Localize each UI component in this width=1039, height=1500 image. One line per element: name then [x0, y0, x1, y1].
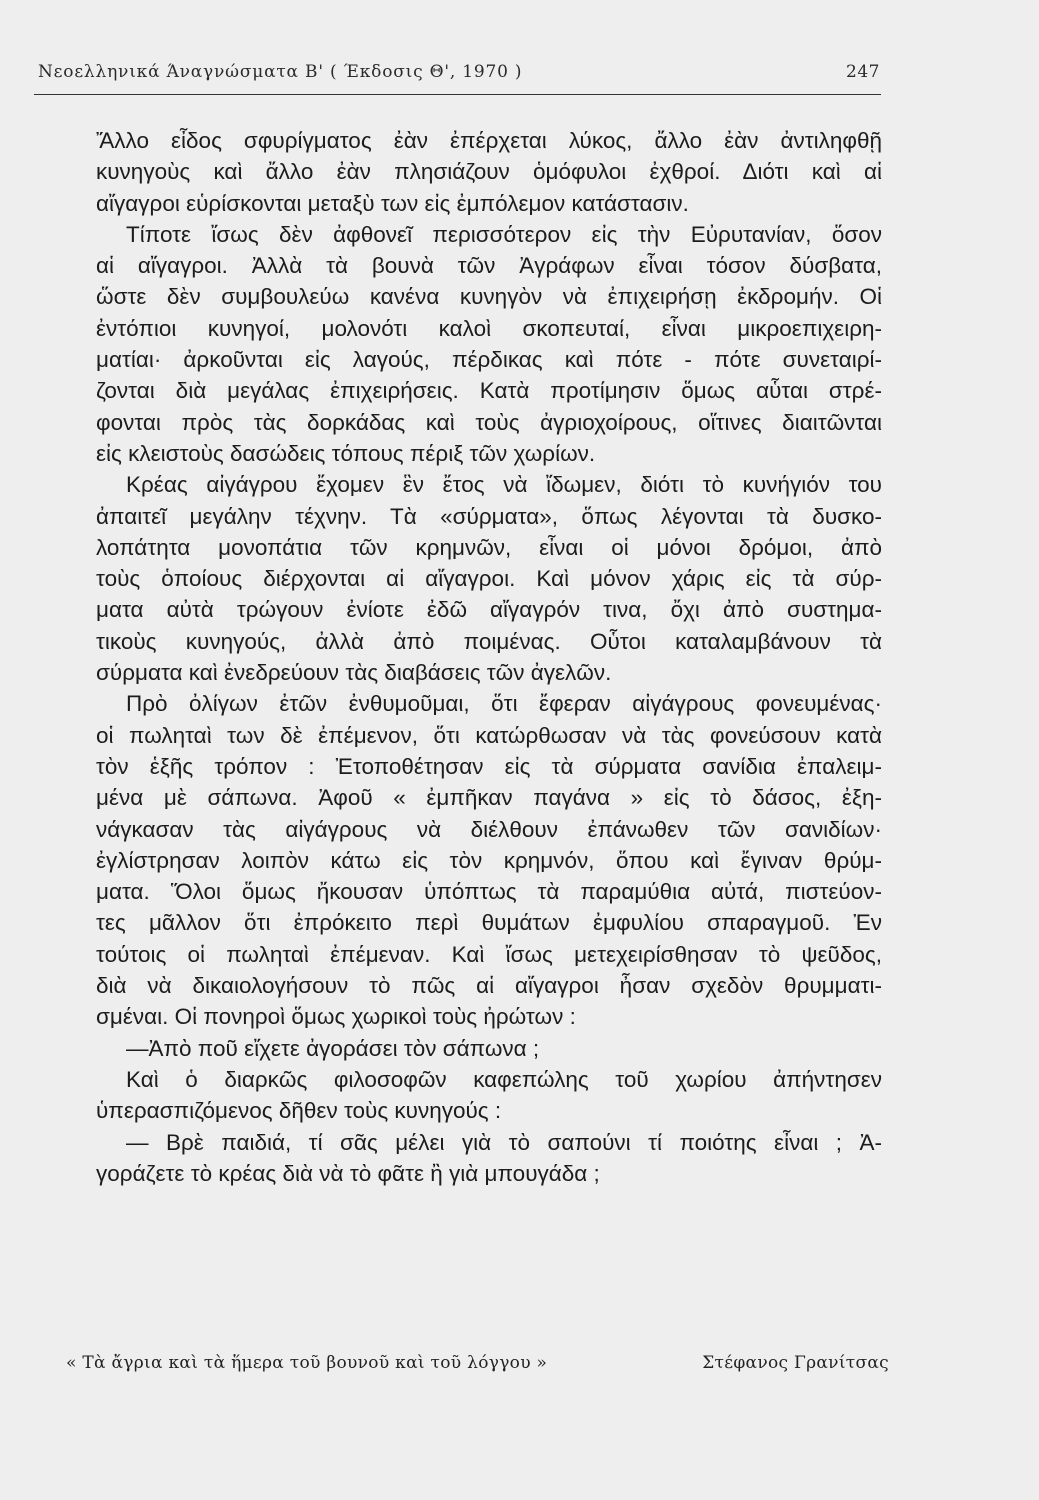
text-line: τὸν ἑξῆς τρόπον : Ἐτοποθέτησαν εἰς τὰ σύρματα σανίδια ἐπαλειμ- [96, 753, 882, 779]
text-line: ἐντόπιοι κυνηγοί, μολονότι καλοὶ σκοπευταί, εἶναι μικροεπιχειρη- [96, 315, 882, 341]
text-line: ἀπαιτεῖ μεγάλην τέχνην. Τὰ «σύρματα», ὅπως λέγονται τὰ δυσκο- [96, 503, 882, 529]
text-line: γοράζετε τὸ κρέας διὰ νὰ τὸ φᾶτε ἢ γιὰ μπουγάδα ; [96, 1160, 600, 1186]
text-line: σύρματα καὶ ἐνεδρεύουν τὰς διαβάσεις τῶν ἀγελῶν. [96, 660, 612, 686]
body-text [96, 125, 882, 1189]
author-name: Στέφανος Γρανίτσας [702, 1353, 889, 1373]
text-line: λοπάτητα μονοπάτια τῶν κρημνῶν, εἶναι οἱ μόνοι δρόμοι, ἀπὸ [96, 534, 882, 560]
text-line: οἱ πωληταὶ των δὲ ἐπέμενον, ὅτι κατώρθωσαν νὰ τὰς φονεύσουν κατὰ [96, 722, 882, 748]
header-title: Νεοελληνικά Άναγνώσματα Β' ( Έκδοσις Θ', 1970 ) [38, 62, 523, 82]
text-line: τούτοις οἱ πωληταὶ ἐπέμεναν. Καὶ ἴσως μετεχειρίσθησαν τὸ ψεῦδος, [96, 941, 882, 967]
text-line: ματίαι· ἀρκοῦνται εἰς λαγούς, πέρδικας καὶ πότε - πότε συνεταιρί- [96, 347, 882, 373]
text-line: σμέναι. Οἱ πονηροὶ ὅμως χωρικοὶ τοὺς ἠρώτων : [96, 1004, 576, 1030]
text-line: μένα μὲ σάπωνα. Ἀφοῦ « ἐμπῆκαν παγάνα » εἰς τὸ δάσος, ἐξη- [96, 785, 882, 811]
text-line: τοὺς ὁποίους διέρχονται αἱ αἴγαγροι. Καὶ μόνον χάρις εἰς τὰ σύρ- [96, 566, 882, 592]
header-rule [34, 94, 881, 95]
text-line: τικοὺς κυνηγούς, ἀλλὰ ἀπὸ ποιμένας. Οὗτοι καταλαμβάνουν τὰ [96, 628, 882, 654]
text-line: ἐγλίστρησαν λοιπὸν κάτω εἰς τὸν κρημνόν, ὅπου καὶ ἔγιναν θρύμ- [96, 847, 882, 873]
text-line: ζονται διὰ μεγάλας ἐπιχειρήσεις. Κατὰ προτίμησιν ὅμως αὗται στρέ- [96, 378, 882, 404]
text-line: Ἄλλο εἶδος σφυρίγματος ἐὰν ἐπέρχεται λύκος, ἄλλο ἐὰν ἀντιληφθῇ [96, 128, 882, 153]
text-line: Πρὸ ὀλίγων ἐτῶν ἐνθυμοῦμαι, ὅτι ἔφεραν αἰγάγρους φονευμένας· [126, 691, 882, 717]
running-header [38, 62, 880, 88]
page-number: 247 [846, 62, 880, 82]
text-line: νάγκασαν τὰς αἰγάγρους νὰ διέλθουν ἐπάνωθεν τῶν σανιδίων· [96, 816, 882, 842]
text-line: εἰς κλειστοὺς δασώδεις τόπους πέριξ τῶν χωρίων. [96, 440, 596, 466]
text-line: Καὶ ὁ διαρκῶς φιλοσοφῶν καφεπώλης τοῦ χωρίου ἀπήντησεν [126, 1066, 882, 1092]
text-line: ματα. Ὅλοι ὅμως ἤκουσαν ὑπόπτως τὰ παραμύθια αὐτά, πιστεύον- [96, 879, 882, 905]
text-line: Τίποτε ἴσως δὲν ἀφθονεῖ περισσότερον εἰς τὴν Εὐρυτανίαν, ὅσον [126, 221, 882, 247]
text-line: —Ἀπὸ ποῦ εἴχετε ἀγοράσει τὸν σάπωνα ; [126, 1035, 540, 1061]
text-line: τες μᾶλλον ὅτι ἐπρόκειτο περὶ θυμάτων ἐμφυλίου σπαραγμοῦ. Ἐν [96, 910, 882, 936]
text-line: — Βρὲ παιδιά, τί σᾶς μέλει γιὰ τὸ σαπούνι τί ποιότης εἶναι ; Ἀ- [126, 1129, 882, 1155]
text-line: ματα αὐτὰ τρώγουν ἐνίοτε ἐδῶ αἴγαγρόν τινα, ὄχι ἀπὸ συστημα- [96, 597, 882, 623]
source-footer [66, 1353, 889, 1379]
text-line: αἴγαγροι εὑρίσκονται μεταξὺ των εἰς ἐμπόλεμον κατάστασιν. [96, 190, 689, 216]
source-title: « Τὰ ἄγρια καὶ τὰ ἥμερα τοῦ βουνοῦ καὶ τοῦ λόγγου » [66, 1353, 548, 1373]
text-line: Κρέας αἰγάγρου ἔχομεν ἓν ἔτος νὰ ἴδωμεν, διότι τὸ κυνήγιόν του [126, 472, 882, 498]
text-line: κυνηγοὺς καὶ ἄλλο ἐὰν πλησιάζουν ὁμόφυλοι ἐχθροί. Διότι καὶ αἱ [96, 159, 882, 185]
text-line: φονται πρὸς τὰς δορκάδας καὶ τοὺς ἀγριοχοίρους, οἵτινες διαιτῶνται [96, 409, 882, 435]
text-line: ὥστε δὲν συμβουλεύω κανένα κυνηγὸν νὰ ἐπιχειρήσῃ ἐκδρομήν. Οἱ [96, 284, 882, 310]
text-line: διὰ νὰ δικαιολογήσουν τὸ πῶς αἱ αἴγαγροι ἦσαν σχεδὸν θρυμματι- [96, 973, 882, 999]
text-line: αἱ αἴγαγροι. Ἀλλὰ τὰ βουνὰ τῶν Ἀγράφων εἶναι τόσον δύσβατα, [96, 253, 882, 279]
text-line: ὑπερασπιζόμενος δῆθεν τοὺς κυνηγούς : [96, 1098, 502, 1124]
